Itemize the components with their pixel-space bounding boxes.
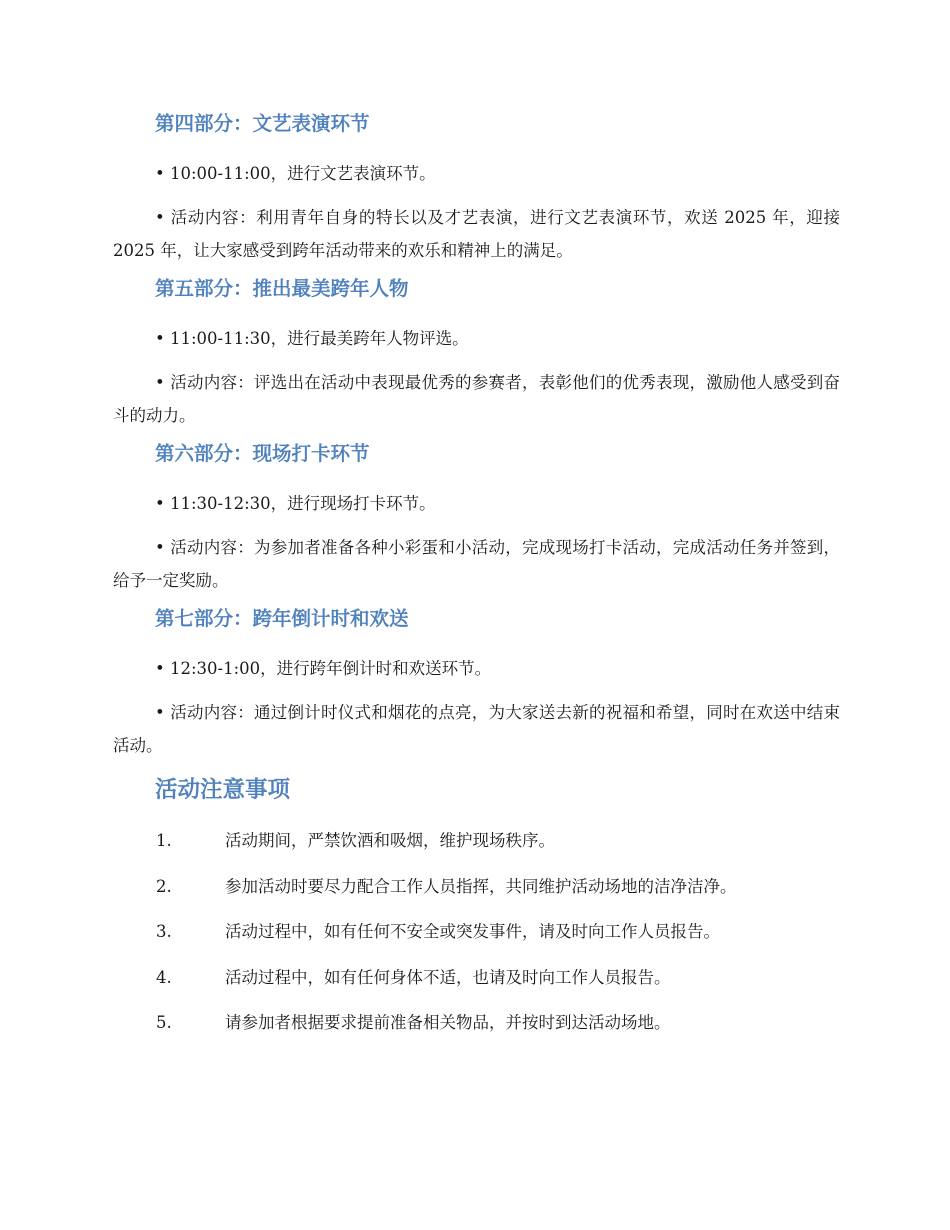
list-item-text: 活动期间，严禁饮酒和吸烟，维护现场秩序。 [225, 831, 555, 850]
list-item-text: 参加活动时要尽力配合工作人员指挥，共同维护活动场地的洁净洁净。 [225, 876, 737, 896]
list-item-number: 4. [156, 967, 172, 987]
section-6-time: • 11:30-12:30，进行现场打卡环节。 [155, 494, 436, 513]
list-item-text: 活动过程中，如有任何不安全或突发事件，请及时向工作人员报告。 [225, 922, 720, 941]
section-7-content: • 活动内容：通过倒计时仪式和烟花的点亮，为大家送去新的祝福和希望，同时在欢送中结束活动。 [113, 703, 840, 755]
section-heading-4: 第四部分：文艺表演环节 [155, 112, 370, 135]
section-heading-6: 第六部分：现场打卡环节 [155, 442, 370, 465]
section-heading-7: 第七部分：跨年倒计时和欢送 [155, 607, 409, 630]
list-item [113, 870, 840, 903]
section-4-content: • 活动内容：利用青年自身的特长以及才艺表演，进行文艺表演环节，欢送 2025 年，迎接 2025 年，让大家感受到跨年活动带来的欢乐和精神上的满足。 [113, 208, 840, 260]
list-item-text: 活动过程中，如有任何身体不适，也请及时向工作人员报告。 [225, 967, 671, 987]
list-item-text: 请参加者根据要求提前准备相关物品，并按时到达活动场地。 [225, 1013, 671, 1032]
section-6-content: • 活动内容：为参加者准备各种小彩蛋和小活动，完成现场打卡活动，完成活动任务并签到，给予一定奖励。 [113, 538, 840, 590]
list-item-number: 1. [156, 831, 172, 850]
section-4-time: • 10:00-11:00，进行文艺表演环节。 [155, 164, 436, 183]
list-item [113, 915, 840, 948]
list-item [113, 1006, 840, 1039]
list-item-number: 2. [156, 876, 172, 896]
document-content [113, 108, 840, 1052]
section-7-time: • 12:30-1:00，进行跨年倒计时和欢送环节。 [155, 659, 492, 678]
list-item-number: 3. [156, 922, 172, 941]
section-5-time: • 11:00-11:30，进行最美跨年人物评选。 [155, 329, 469, 348]
section-5-content: • 活动内容：评选出在活动中表现最优秀的参赛者，表彰他们的优秀表现，激励他人感受到奋斗的动力。 [113, 373, 840, 425]
list-item [113, 824, 840, 857]
notes-list [113, 824, 840, 1039]
list-item [113, 961, 840, 994]
list-item-number: 5. [156, 1013, 172, 1032]
section-heading-5: 第五部分：推出最美跨年人物 [155, 277, 409, 300]
notes-heading: 活动注意事项 [155, 777, 291, 803]
